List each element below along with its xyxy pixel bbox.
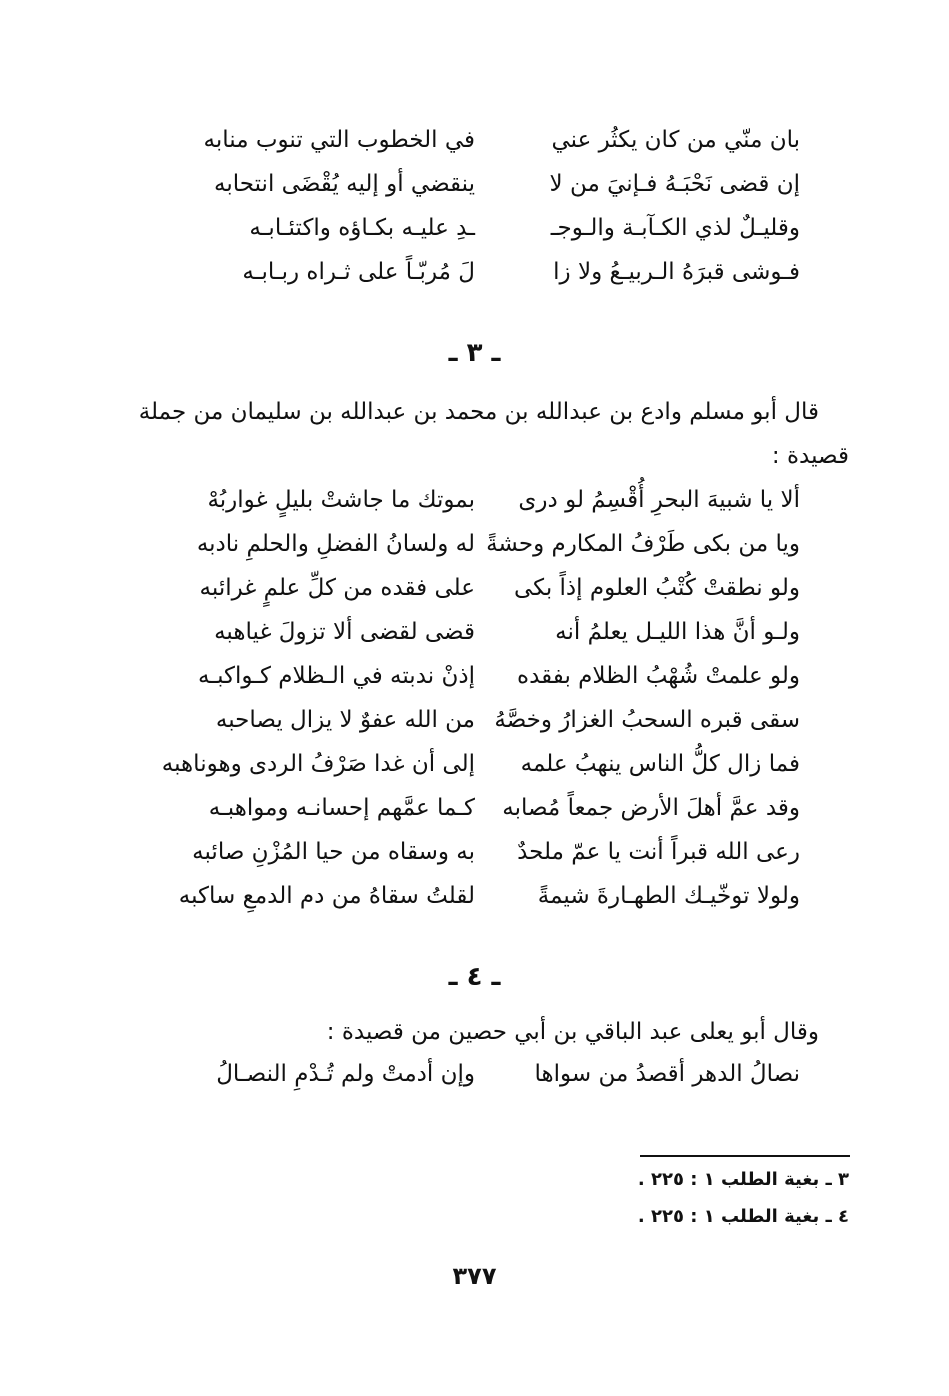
verse-first-hemistich: سقى قبره السحبُ الغزارُ وخصَّهُ: [494, 707, 800, 733]
poem1-verse: [120, 162, 800, 206]
section4-intro: وقال أبو يعلى عبد الباقي بن أبي حصين من قصيدة :: [326, 1019, 819, 1045]
verse-first-hemistich: ولو علمتْ شُهْبُ الظلام بفقده: [517, 663, 800, 689]
verse-first-hemistich: وقد عمَّ أهلَ الأرض جمعاً مُصابه: [502, 795, 800, 821]
verse-first-hemistich: وقليـلٌ لذي الكـآبـة والـوجـ: [550, 215, 800, 241]
verse-first-hemistich: ولو نطقتْ كُتْبُ العلوم إذاً بكى: [513, 575, 800, 601]
section3-verse: [120, 830, 800, 874]
poem1-verse: [120, 250, 800, 294]
section3-verse: [120, 566, 800, 610]
verse-second-hemistich: من الله عفوٌ لا يزال يصاحبه: [215, 707, 475, 733]
verse-second-hemistich: كـما عمَّهم إحسانـه ومواهبـه: [208, 795, 475, 821]
verse-first-hemistich: ويا من بكى طَرْفُ المكارم وحشةً: [486, 531, 800, 557]
footnote-3: ٣ ـ بغية الطلب ١ : ٢٢٥ .: [637, 1169, 849, 1190]
verse-first-hemistich: نصالُ الدهر أقصدُ من سواها: [534, 1061, 800, 1087]
verse-first-hemistich: فـوشى قبرَهُ الـربيـعُ ولا زا: [553, 259, 800, 285]
section3-intro-line1: قال أبو مسلم وادع بن عبدالله بن محمد بن عبدالله بن سليمان من جملة: [138, 399, 819, 425]
section3-verse: [120, 478, 800, 522]
section3-verse: [120, 654, 800, 698]
verse-first-hemistich: إن قضى نَحْبَـهُ فـإنيَ من لا: [549, 171, 800, 197]
footnote-divider: [640, 1155, 850, 1157]
poem1-verse: [120, 118, 800, 162]
verse-second-hemistich: على فقده من كلِّ علمٍ غرائبه: [199, 575, 475, 601]
page-number: ٣٧٧: [452, 1262, 497, 1290]
verse-second-hemistich: بموتك ما جاشتْ بليلٍ غواربُهْ: [207, 487, 475, 513]
verse-second-hemistich: إلى أن غدا صَرْفُ الردى وهوناهبه: [161, 751, 475, 777]
verse-second-hemistich: به وسقاه من حيا المُزْنِ صائبه: [192, 839, 475, 865]
verse-second-hemistich: ـدِ عليـه بكـاؤه واكتئـابـه: [249, 215, 475, 241]
verse-second-hemistich: لقلتُ سقاهُ من دم الدمعِ ساكبه: [178, 883, 475, 909]
verse-first-hemistich: ولولا توخّيـك الطهـارةَ شيمةً: [537, 883, 800, 909]
verse-second-hemistich: وإن أدمتْ ولم تُـدْمِ النصـالُ: [216, 1061, 475, 1087]
verse-second-hemistich: ينقضي أو إليه يُقْضَى انتحابه: [214, 171, 475, 197]
section3-verse: [120, 610, 800, 654]
verse-second-hemistich: إذنْ ندبته في الـظلام كـواكبـه: [198, 663, 475, 689]
section3-verse: [120, 742, 800, 786]
section4-verse: [120, 1052, 800, 1096]
verse-second-hemistich: لَ مُربّـاً على ثـراه ربـابـه: [242, 259, 475, 285]
verse-first-hemistich: ألا يا شبيهَ البحرِ أُقْسِمُ لو درى: [518, 487, 800, 513]
section3-intro-line2: قصيدة :: [771, 443, 849, 469]
section3-verse: [120, 786, 800, 830]
verse-second-hemistich: قضى لقضى ألا تزولَ غياهبه: [214, 619, 475, 645]
section3-verse: [120, 874, 800, 918]
section3-verse: [120, 522, 800, 566]
verse-first-hemistich: رعى الله قبراً أنت يا عمّ ملحدٌ: [517, 839, 800, 865]
verse-second-hemistich: له ولسانُ الفضلِ والحلمِ نادبه: [196, 531, 475, 557]
verse-second-hemistich: في الخطوب التي تنوب منابه: [203, 127, 475, 153]
verse-first-hemistich: ولـو أنَّ هذا الليـل يعلمُ أنه: [555, 619, 800, 645]
section-number-3: ـ ٣ ـ: [448, 338, 501, 368]
footnote-4: ٤ ـ بغية الطلب ١ : ٢٢٥ .: [637, 1206, 849, 1227]
verse-first-hemistich: بان منّي من كان يكثُر عني: [551, 127, 800, 153]
section-number-4: ـ ٤ ـ: [448, 962, 501, 992]
section3-verse: [120, 698, 800, 742]
verse-first-hemistich: فما زال كلُّ الناس ينهبُ علمه: [520, 751, 800, 777]
poem1-verse: [120, 206, 800, 250]
